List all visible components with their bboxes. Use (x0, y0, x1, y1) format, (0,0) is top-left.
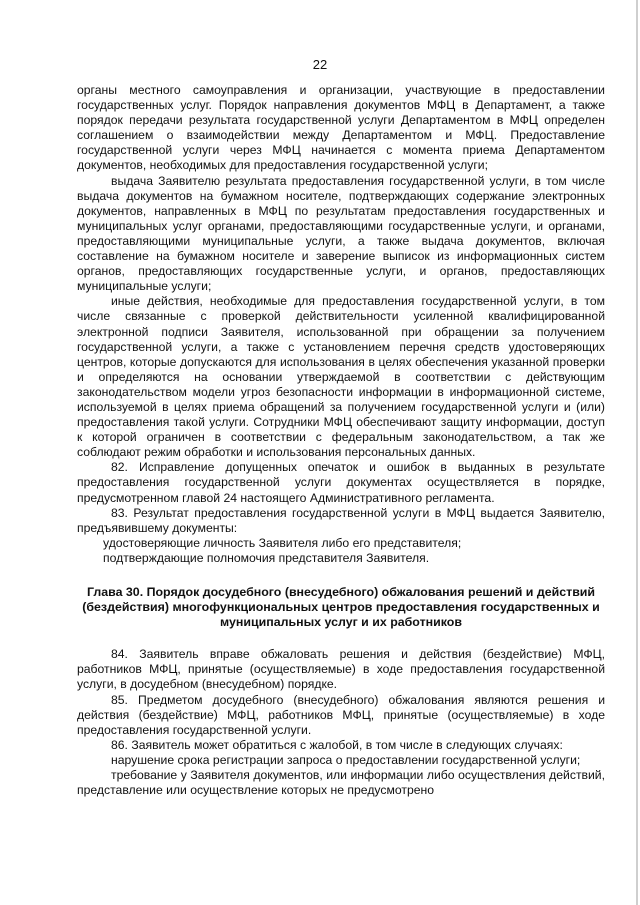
paragraph: органы местного самоуправления и организации, участвующие в предоставлении государственных услуг. Порядок направления документов МФЦ в Департамент, а также порядок передачи результата государственной услуги Департаментом в МФЦ определен соглашением о взаимодействии между Департаментом и МФЦ. Предоставление государственной услуги через МФЦ начинается с момента приема Департаментом документов, необходимых для предоставления государственной услуги; (77, 83, 605, 173)
list-item: нарушение срока регистрации запроса о предоставлении государственной услуги; (111, 752, 581, 767)
scan-edge-line (636, 0, 638, 905)
page-number: 22 (312, 57, 328, 72)
paragraph-item-83: 83. Результат предоставления государственной услуги в МФЦ выдается Заявителю, предъявившему документы: (77, 505, 605, 535)
paragraph-item-82: 82. Исправление допущенных опечаток и ошибок в выданных в результате предоставления государственной услуги документах осуществляется в порядке, предусмотренном главой 24 настоящего Административного регламента. (77, 460, 605, 505)
paragraph-item-86: 86. Заявитель может обратиться с жалобой, в том числе в следующих случаях: (111, 737, 563, 752)
paragraph-item-85: 85. Предметом досудебного (внесудебного) обжалования являются решения и действия (бездействие) МФЦ, работников МФЦ, принятые (осуществляемые) в ходе предоставления государственной услуги. (77, 692, 605, 737)
list-item: подтверждающие полномочия представителя Заявителя. (103, 550, 430, 565)
list-item: удостоверяющие личность Заявителя либо его представителя; (103, 535, 462, 550)
document-body (77, 83, 605, 798)
paragraph: выдача Заявителю результата предоставления государственной услуги, в том числе выдача документов на бумажном носителе, подтверждающих содержание электронных документов, направленных в МФЦ по результатам предоставления государственных и муниципальных услуг органами, предоставляющими государственные услуги, и органами, предоставляющими муниципальные услуги, а также выдача документов, включая составление на бумажном носителе и заверение выписок из информационных систем органов, предоставляющих государственные услуги, и органов, предоставляющих муниципальные услуги; (77, 173, 605, 294)
chapter-heading: Глава 30. Порядок досудебного (внесудебного) обжалования решений и действий (бездействия) многофункциональных центров предоставления государственных и муниципальных услуг и их работников (82, 585, 600, 630)
paragraph: иные действия, необходимые для предоставления государственной услуги, в том числе связанные с проверкой действительности усиленной квалифицированной электронной подписи Заявителя, использованной при обращении за получением государственной услуги, а также с установлением перечня средств удостоверяющих центров, которые допускаются для использования в целях обеспечения указанной проверки и определяются на основании утверждаемой в соответствии с действующим законодательством модели угроз безопасности информации в информационной системе, используемой в целях приема обращений за получением государственной услуги и (или) предоставления такой услуги. Сотрудники МФЦ обеспечивают защиту информации, доступ к которой ограничен в соответствии с федеральным законодательством, а так же соблюдают режим обработки и использования персональных данных. (77, 294, 605, 460)
paragraph-item-84: 84. Заявитель вправе обжаловать решения и действия (бездействие) МФЦ, работников МФЦ, принятые (осуществляемые) в ходе предоставления государственной услуги, в досудебном (внесудебном) порядке. (77, 647, 605, 692)
list-item: требование у Заявителя документов, или информации либо осуществления действий, представление или осуществление которых не предусмотрено (77, 768, 605, 798)
